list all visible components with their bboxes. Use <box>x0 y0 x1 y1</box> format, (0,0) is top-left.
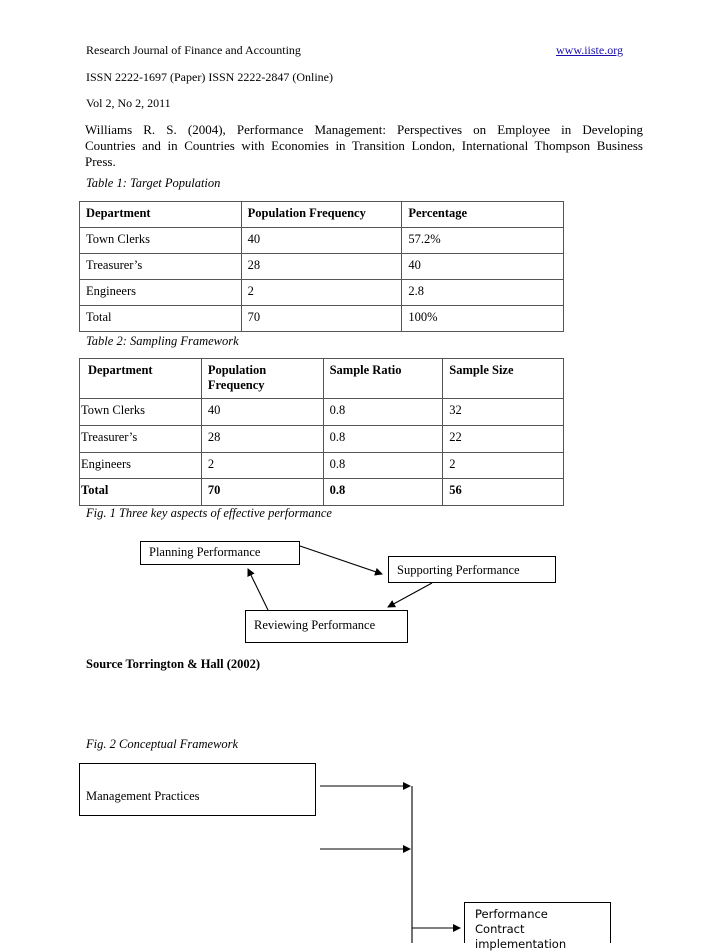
table-cell: 100% <box>402 306 564 332</box>
table-header-cell: Sample Size <box>443 359 564 399</box>
table-cell: 70 <box>241 306 402 332</box>
table2-caption: Table 2: Sampling Framework <box>86 334 239 348</box>
supporting-performance-box: Supporting Performance <box>388 556 556 583</box>
journal-title: Research Journal of Finance and Accounting <box>86 43 301 57</box>
table-row <box>80 399 564 426</box>
reference-entry <box>85 122 643 170</box>
reference-line-3: Press. <box>85 154 116 169</box>
volume-line: Vol 2, No 2, 2011 <box>86 96 171 110</box>
reviewing-performance-box: Reviewing Performance <box>245 610 408 643</box>
table-cell: Total <box>80 479 202 506</box>
table-header-cell: Sample Ratio <box>323 359 443 399</box>
table-cell: Engineers <box>80 453 202 479</box>
table-cell: Engineers <box>80 280 242 306</box>
arrow-supporting-to-reviewing <box>388 583 432 607</box>
table-header-cell: Population Frequency <box>241 202 402 228</box>
table-header-cell: Department <box>80 202 242 228</box>
table-header-row <box>80 359 564 399</box>
reference-line-1: Williams R. S. (2004), Performance Management: Perspectives on Employee in Developing <box>85 122 643 137</box>
table-cell: 2 <box>241 280 402 306</box>
table-row <box>80 228 564 254</box>
table-row <box>80 306 564 332</box>
table-row <box>80 453 564 479</box>
table-cell: 32 <box>443 399 564 426</box>
table-cell: 57.2% <box>402 228 564 254</box>
table-cell: 40 <box>402 254 564 280</box>
table-cell: 0.8 <box>323 399 443 426</box>
table-cell: 2 <box>201 453 323 479</box>
table-row <box>80 280 564 306</box>
reference-line-2: Countries and in Countries with Economies in Transition London, International Thompson Business <box>85 138 643 153</box>
table-cell: Treasurer’s <box>80 254 242 280</box>
table-header-row <box>80 202 564 228</box>
table-cell: 28 <box>201 426 323 453</box>
sampling-framework-table <box>79 358 564 506</box>
table-cell: 56 <box>443 479 564 506</box>
table-cell: 40 <box>241 228 402 254</box>
table-cell: 70 <box>201 479 323 506</box>
table-cell: 0.8 <box>323 479 443 506</box>
performance-contract-box: Performance Contract implementation <box>464 902 611 943</box>
table-cell: Town Clerks <box>80 399 202 426</box>
fig2-caption: Fig. 2 Conceptual Framework <box>86 737 239 751</box>
table-row <box>80 426 564 453</box>
table-cell: Treasurer’s <box>80 426 202 453</box>
arrow-reviewing-to-planning <box>248 569 268 610</box>
table-row <box>80 479 564 506</box>
table-header-cell: Percentage <box>402 202 564 228</box>
table-header-cell: Department <box>80 359 202 399</box>
table-cell: 2 <box>443 453 564 479</box>
table-cell: 28 <box>241 254 402 280</box>
table1-caption: Table 1: Target Population <box>86 176 221 190</box>
table-cell: 40 <box>201 399 323 426</box>
table-cell: Town Clerks <box>80 228 242 254</box>
table-cell: 0.8 <box>323 453 443 479</box>
planning-performance-box: Planning Performance <box>140 541 300 565</box>
figure-source: Source Torrington & Hall (2002) <box>86 657 261 671</box>
table-cell: 0.8 <box>323 426 443 453</box>
fig1-caption: Fig. 1 Three key aspects of effective performance <box>86 506 332 520</box>
issn-line: ISSN 2222-1697 (Paper) ISSN 2222-2847 (Online) <box>86 70 333 84</box>
arrow-planning-to-supporting <box>300 546 382 574</box>
table-cell: 22 <box>443 426 564 453</box>
table-cell: 2.8 <box>402 280 564 306</box>
website-link[interactable]: www.iiste.org <box>556 43 623 57</box>
table-row <box>80 254 564 280</box>
table-header-cell: Population Frequency <box>201 359 323 399</box>
table-cell: Total <box>80 306 242 332</box>
target-population-table <box>79 201 564 332</box>
management-practices-box: Management Practices <box>79 763 316 816</box>
